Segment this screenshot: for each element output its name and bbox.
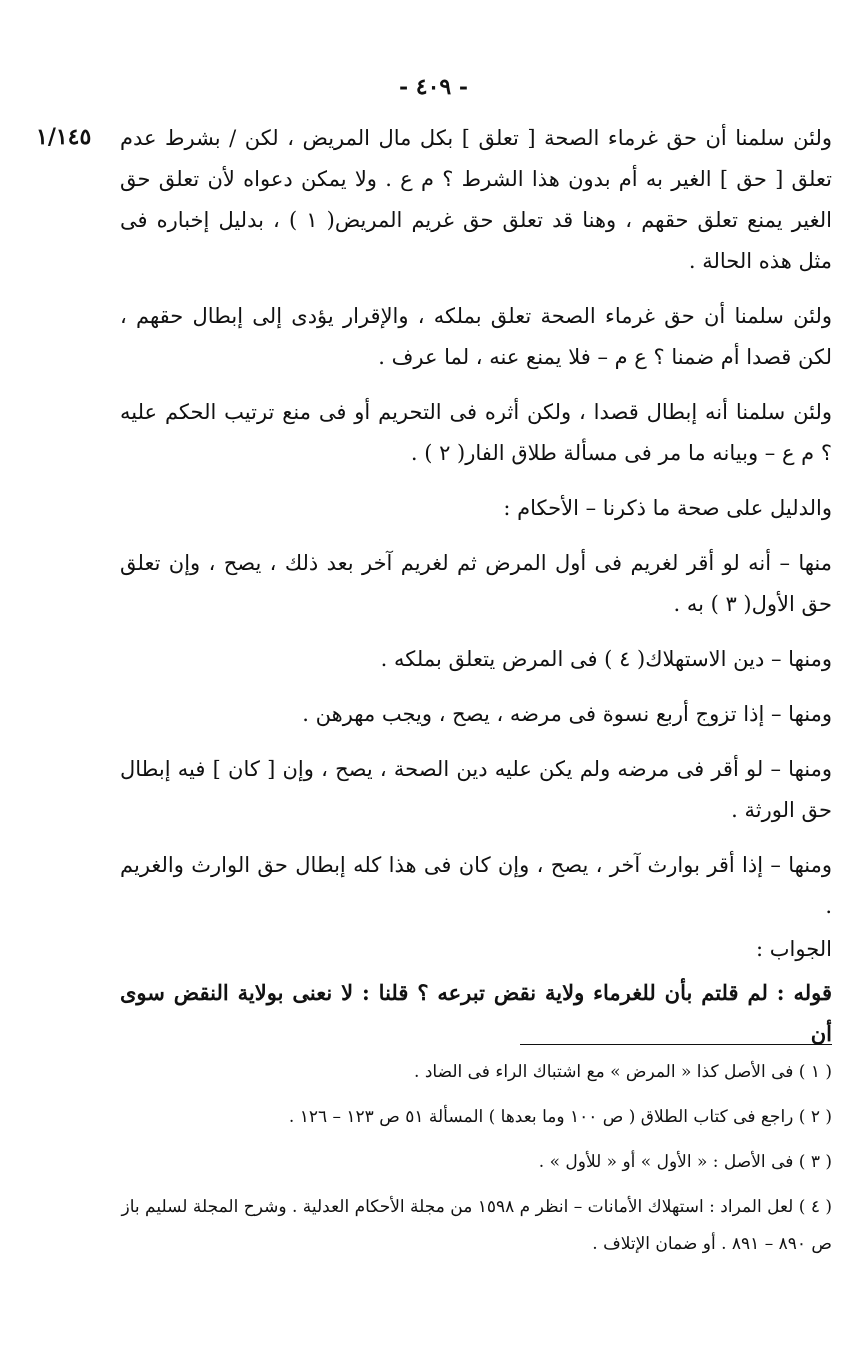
main-text [120,118,832,1068]
footnote-divider [520,1044,832,1045]
paragraph-10: قوله : لم قلتم بأن للغرماء ولاية نقض تبرعه ؟ قلنا : لا نعنى بولاية النقض سوى أن [120,980,832,1046]
footnote-2: ( ٢ ) راجع فى كتاب الطلاق ( ص ١٠٠ وما بعدها ) المسألة ٥١ ص ١٢٣ – ١٢٦ . [288,1107,832,1127]
paragraph-3: ولئن سلمنا أنه إبطال قصدا ، ولكن أثره فى التحريم أو فى منع ترتيب الحكم عليه ؟ م ع – وبيانه ما مر فى مسألة طلاق الفار( ٢ ) . [120,400,832,465]
paragraph-1: ولئن سلمنا أن حق غرماء الصحة [ تعلق ] بكل مال المريض ، لكن / بشرط عدم تعلق [ حق ] الغير به أم بدون هذا الشرط ؟ م ع . ولا يمكن دعواه لأن تعلق حق الغير يمنع تعلق حقهم ، وهنا قد تعلق حق غريم المريض( ١ ) ، بدليل إخباره فى مثل هذه الحالة . [120,126,832,273]
paragraph-8: ومنها – لو أقر فى مرضه ولم يكن عليه دين الصحة ، يصح ، وإن [ كان ] فيه إبطال حق الورثة . [120,757,832,822]
footnote-1: ( ١ ) فى الأصل كذا « المرض » مع اشتباك الراء فى الضاد . [414,1062,832,1082]
paragraph-2: ولئن سلمنا أن حق غرماء الصحة تعلق بملكه ، والإقرار يؤدى إلى إبطال حقهم ، لكن قصدا أم ضمنا ؟ ع م – فلا يمنع عنه ، لما عرف . [120,304,832,369]
paragraph-9: ومنها – إذا أقر بوارث آخر ، يصح ، وإن كان فى هذا كله إبطال حق الوارث والغريم . [120,853,832,918]
margin-reference: ١/١٤٥ [36,124,92,150]
paragraph-6: ومنها – دين الاستهلاك( ٤ ) فى المرض يتعلق بملكه . [380,647,832,671]
paragraph-5: منها – أنه لو أقر لغريم فى أول المرض ثم لغريم آخر بعد ذلك ، يصح ، وإن تعلق حق الأول( ٣ ) به . [120,551,832,616]
footnote-3: ( ٣ ) فى الأصل : « الأول » أو « للأول » . [538,1152,832,1172]
footnote-4: ( ٤ ) لعل المراد : استهلاك الأمانات – انظر م ١٥٩٨ من مجلة الأحكام العدلية . وشرح المجلة لسليم باز ص ٨٩٠ – ٨٩١ . أو ضمان الإتلاف . [121,1197,832,1254]
paragraph-7: ومنها – إذا تزوج أربع نسوة فى مرضه ، يصح ، ويجب مهرهن . [302,702,832,726]
paragraph-answer-heading: الجواب : [756,937,832,961]
paragraph-4: والدليل على صحة ما ذكرنا – الأحكام : [503,496,832,520]
footnotes [110,1054,832,1271]
page-number: - ٤٠٩ - [398,74,469,100]
